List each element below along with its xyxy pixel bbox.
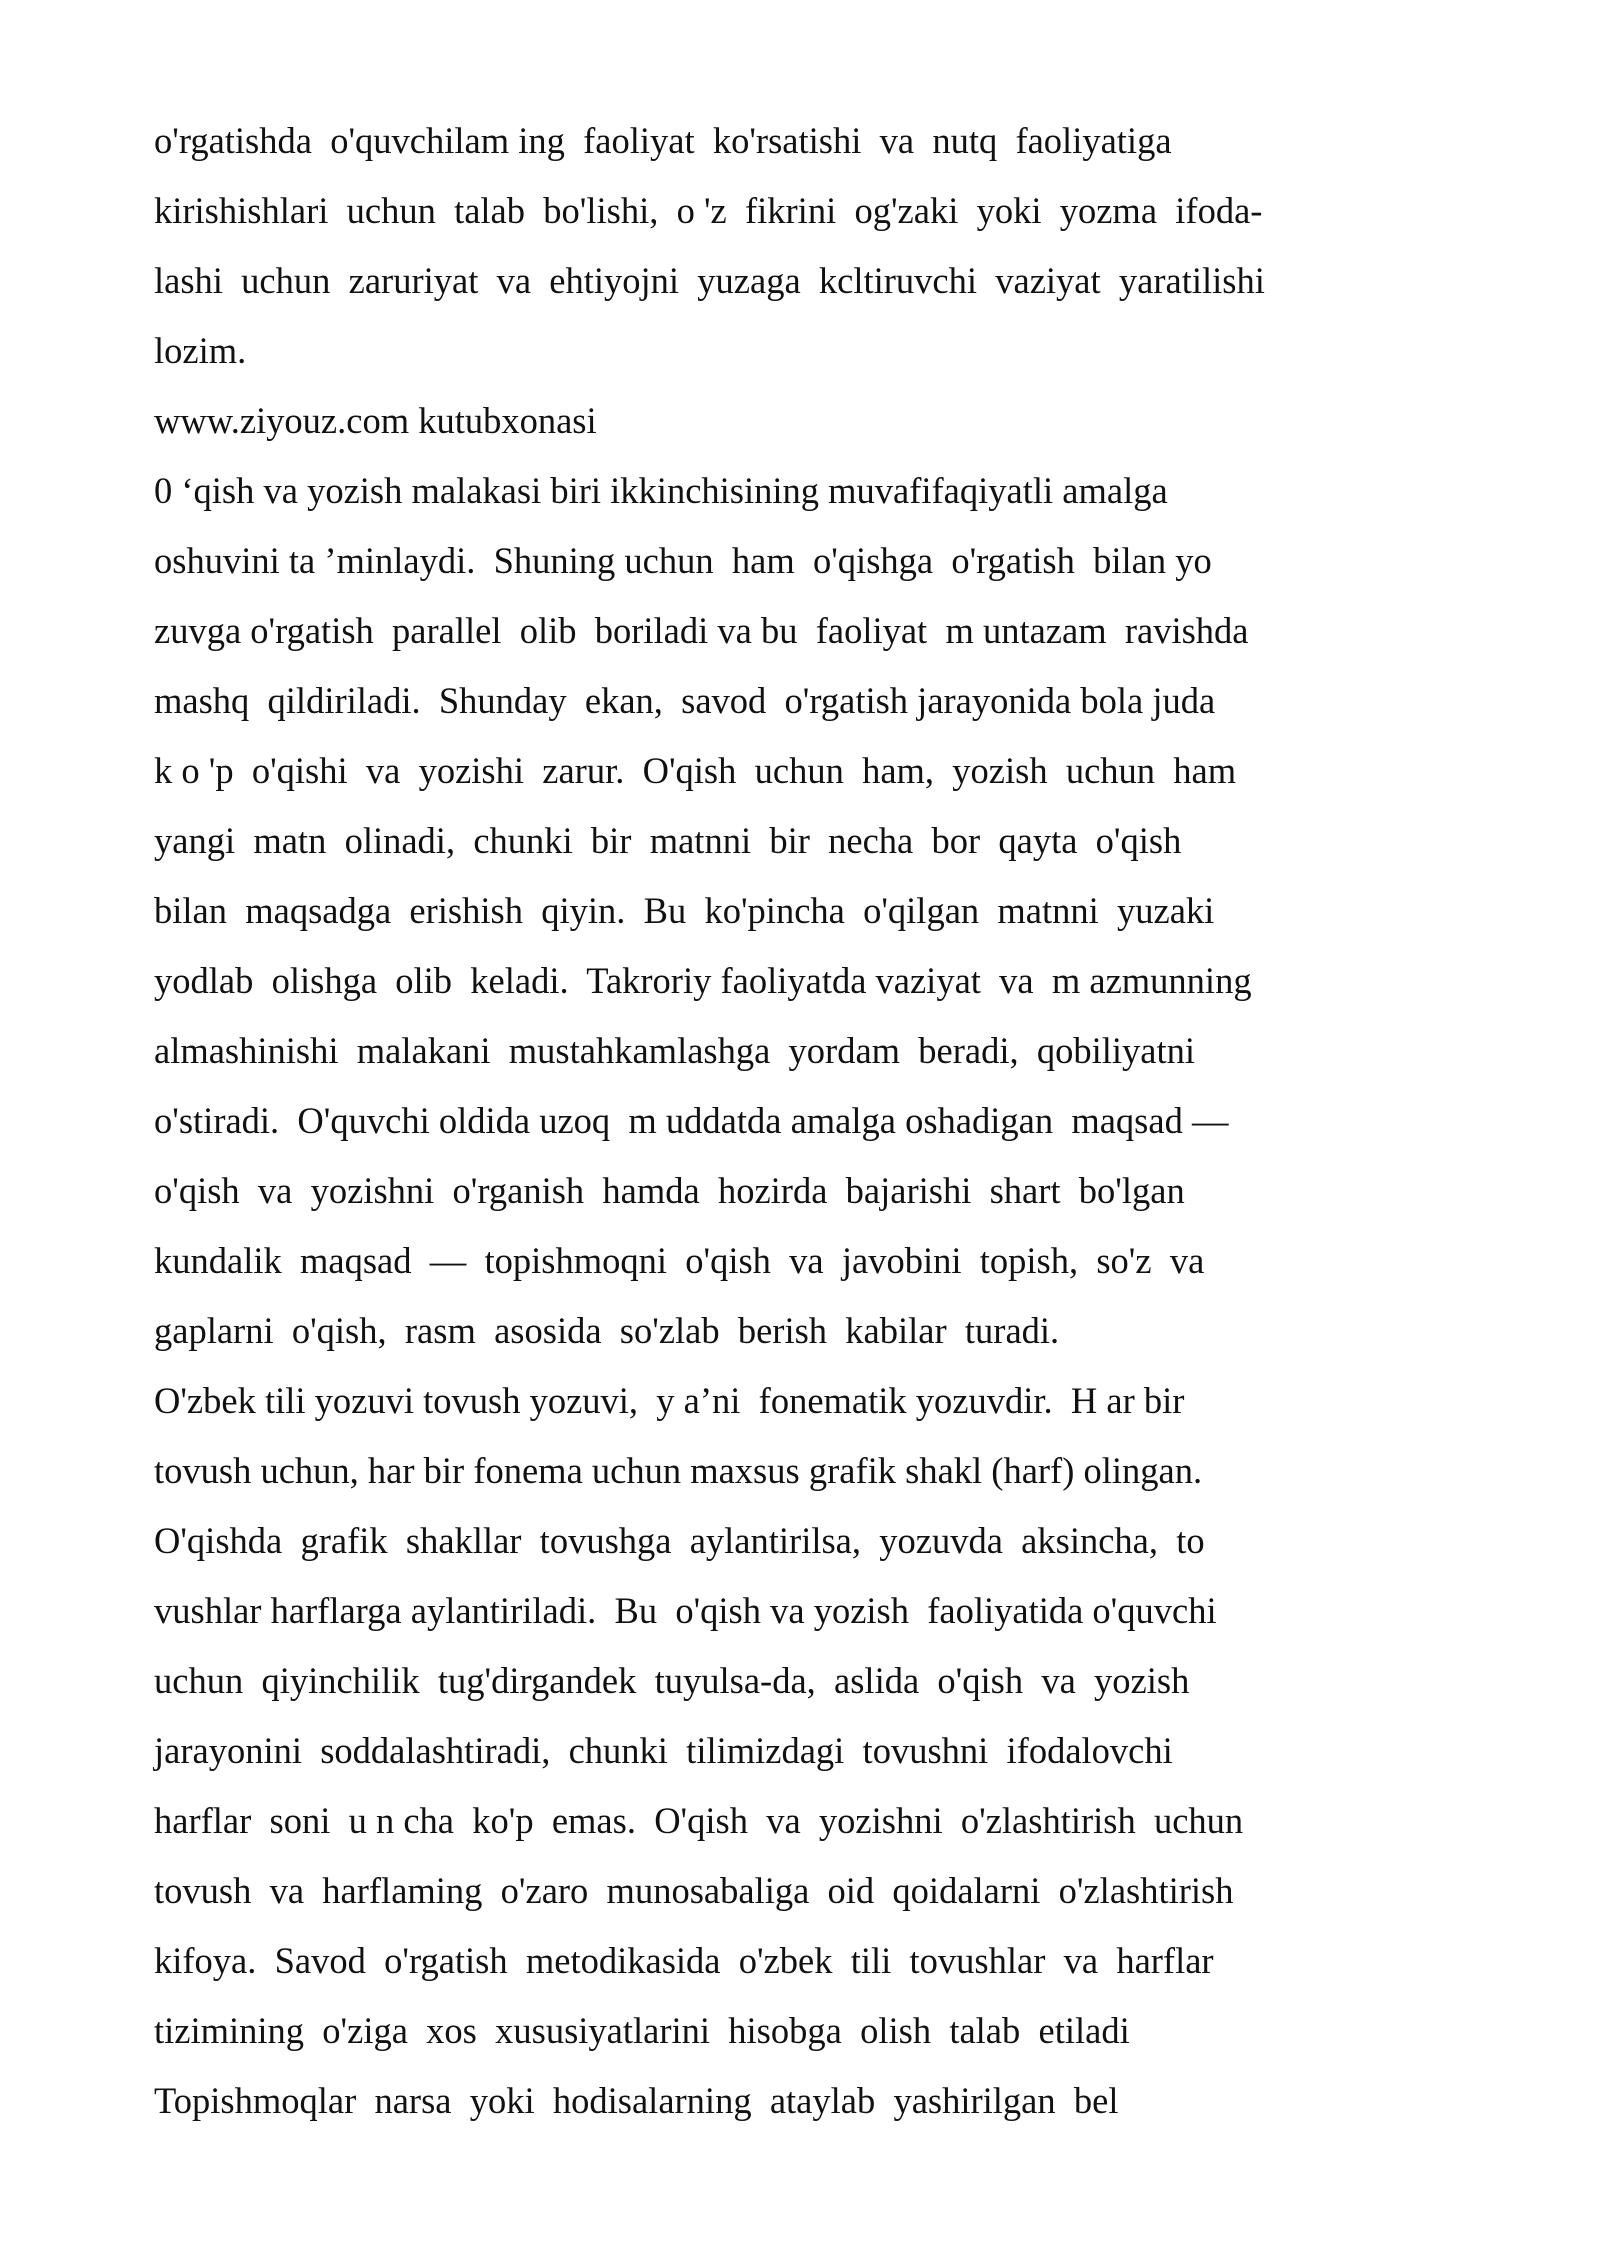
text-line: harflar soni u n cha ko'p emas. O'qish va yozishni o'zlashtirish uchun (154, 1800, 1244, 1841)
text-line: Topishmoqlar narsa yoki hodisalarning ataylab yashirilgan bel (154, 2080, 1119, 2121)
text-line: bilan maqsadga erishish qiyin. Bu ko'pincha o'qilgan matnni yuzaki (154, 890, 1215, 931)
text-line: tovush va harflaming o'zaro munosabaliga oid qoidalarni o'zlashtirish (154, 1870, 1234, 1911)
text-line: lozim. (154, 330, 247, 371)
text-line: kirishishlari uchun talab bo'lishi, o 'z fikrini og'zaki yoki yozma ifoda- (154, 190, 1263, 231)
text-line: O'zbek tili yozuvi tovush yozuvi, y a’ni fonematik yozuvdir. H ar bir (154, 1380, 1185, 1421)
source-line: www.ziyouz.com kutubxonasi (154, 400, 597, 441)
text-line: yodlab olishga olib keladi. Takroriy faoliyatda vaziyat va m azmunning (154, 960, 1252, 1001)
text-line: O'qishda grafik shakllar tovushga aylantirilsa, yozuvda aksincha, to (154, 1520, 1205, 1561)
text-line: gaplarni o'qish, rasm asosida so'zlab berish kabilar turadi. (154, 1310, 1060, 1351)
text-line: vushlar harflarga aylantiriladi. Bu o'qish va yozish faoliyatida o'quvchi (154, 1590, 1217, 1631)
text-line: o'qish va yozishni o'rganish hamda hozirda bajarishi shart bo'lgan (154, 1170, 1185, 1211)
text-line: kifoya. Savod o'rgatish metodikasida o'zbek tili tovushlar va harflar (154, 1940, 1214, 1981)
text-line: uchun qiyinchilik tug'dirgandek tuyulsa-da, aslida o'qish va yozish (154, 1660, 1190, 1701)
text-line: tovush uchun, har bir fonema uchun maxsus grafik shakl (harf) olingan. (154, 1450, 1203, 1491)
document-body (154, 112, 1454, 2142)
text-line: almashinishi malakani mustahkamlashga yordam beradi, qobiliyatni (154, 1030, 1196, 1071)
text-line: mashq qildiriladi. Shunday ekan, savod o'rgatish jarayonida bola juda (154, 680, 1216, 721)
text-line: k o 'p o'qishi va yozishi zarur. O'qish uchun ham, yozish uchun ham (154, 750, 1237, 791)
text-line: oshuvini ta ’minlaydi. Shuning uchun ham o'qishga o'rgatish bilan yo (154, 540, 1212, 581)
text-line: kundalik maqsad — topishmoqni o'qish va javobini topish, so'z va (154, 1240, 1205, 1281)
text-line: yangi matn olinadi, chunki bir matnni bir necha bor qayta o'qish (154, 820, 1182, 861)
text-line: o'rgatishda o'quvchilam ing faoliyat ko'rsatishi va nutq faoliyatiga (154, 120, 1172, 161)
text-line: lashi uchun zaruriyat va ehtiyojni yuzaga kcltiruvchi vaziyat yaratilishi (154, 260, 1265, 301)
text-line: o'stiradi. O'quvchi oldida uzoq m uddatda amalga oshadigan maqsad — (154, 1100, 1229, 1141)
text-line: tizimining o'ziga xos xususiyatlarini hisobga olish talab etiladi (154, 2010, 1130, 2051)
text-line: 0 ‘qish va yozish malakasi biri ikkinchisining muvafifaqiyatli amalga (154, 470, 1168, 511)
text-line: zuvga o'rgatish parallel olib boriladi va bu faoliyat m untazam ravishda (154, 610, 1249, 651)
text-line: jarayonini soddalashtiradi, chunki tilimizdagi tovushni ifodalovchi (154, 1730, 1173, 1771)
